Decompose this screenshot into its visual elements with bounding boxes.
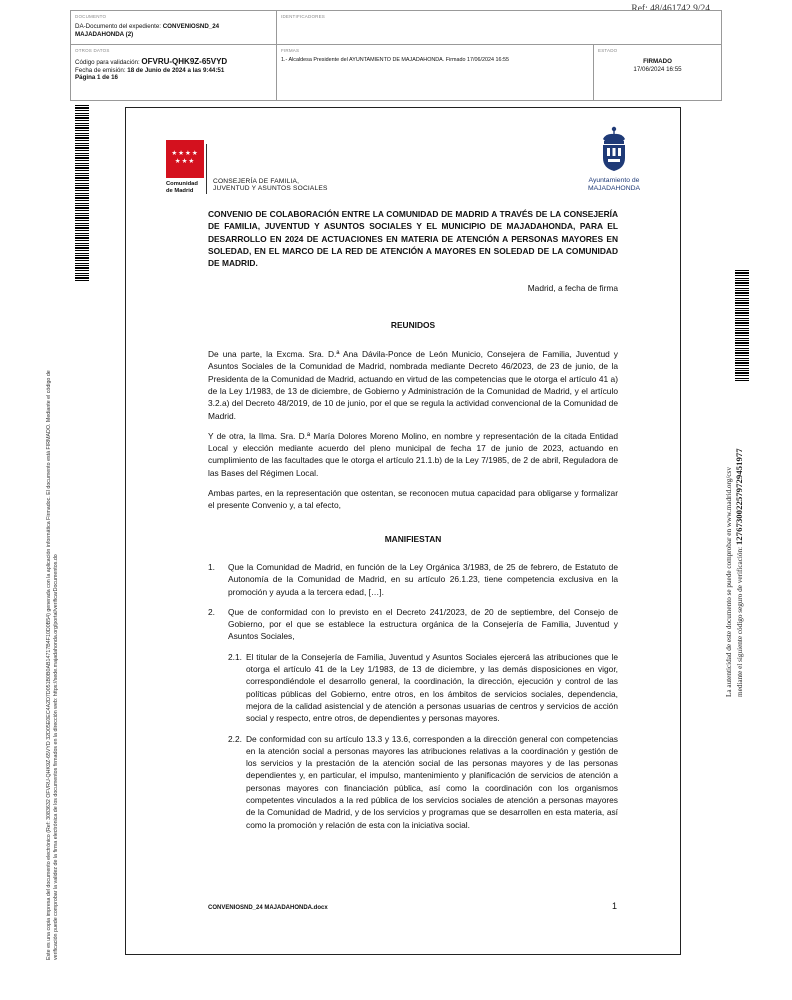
section-reunidos: REUNIDOS — [390, 319, 436, 330]
otros-datos-cell — [71, 45, 277, 100]
ayto-line2: MAJADAHONDA — [587, 185, 641, 192]
sub-item-number: 2.1. — [228, 651, 242, 662]
reference-number: Ref: 48/461742.9/24 — [631, 4, 710, 14]
document-title: CONVENIO DE COLABORACIÓN ENTRE LA COMUNIDAD DE MADRID A TRAVÉS DE LA CONSEJERÍA DE FAMILIA, JUVENTUD Y ASUNTOS SOCIALES Y EL MUNICIPIO DE MAJADAHONDA, PARA EL DESARROLLO EN 2024 DE ACTUACIONES EN MATERIA DE ATENCIÓN A PERSONAS MAYORES EN SOLEDAD, EN EL MARCO DE LA RED DE ATENCIÓN A MAYORES EN SOLEDAD DE LA COMUNIDAD DE MADRID. — [208, 209, 618, 269]
madrid-flag-icon: ★★★★ ★★★ — [166, 140, 204, 178]
barcode-left — [75, 105, 89, 282]
ayto-line1: Ayuntamiento de — [588, 177, 640, 184]
documento-prefix: DA-Documento del expediente: — [75, 23, 163, 30]
sub-item-text: De conformidad con su artículo 13.3 y 13.6, corresponden a la dirección general con competencias en la atención social a personas mayores las atribuciones relativas a la coordinación y gestión de los servicios y la prestación de la atención social de las personas mayores y de las personas dependientes y, en particular, el impulso, mantenimiento y planificación de servicios de atención a personas mayores con financiación pública, así como la coordinación con los organismos competentes vinculados a la red pública de los servicios sociales de atención a personas mayores de la Comunidad de Madrid, y de los servicios y programas que se desarrollen en esta materia, así como la promoción y relación de esta con la iniciativa social. — [246, 733, 618, 830]
document-page — [125, 107, 681, 955]
paragraph-reunidos-1: De una parte, la Excma. Sra. D.ª Ana Dávila-Ponce de León Municio, Consejera de Familia, Juventud y Asuntos Sociales de la Comunidad de Madrid, nombrada mediante Decreto 46/2023, de 23 de junio, de la Presidenta de la Comunidad de Madrid, actuando en virtud de las competencias que le otorga el artículo 41 a) de la Ley 1/1983, de 13 de diciembre, de Gobierno y Administración de la Comunidad de Madrid, y el artículo 3.2.a) del Decreto 48/2019, de 10 de junio, por el que se regula la actividad convencional de la Comunidad de Madrid. — [208, 349, 618, 421]
sub-list-item — [228, 651, 618, 725]
document-body — [208, 208, 618, 839]
sub-item-text: El titular de la Consejería de Familia, Juventud y Asuntos Sociales ejercerá las atribuciones que le otorga el artículo 41 de la Ley 1/1983, de 13 de diciembre, y las demás disposiciones en vigor, correspondiéndole el desarrollo general, la coordinación, la dirección, ejecución y control de las políticas públicas del Gobierno, entre otros, en los ámbitos de servicios sociales, dependencia, mejora de la calidad asistencial y de atención a personas usuarias de centros y servicios de acción social y respecto, entre otros, de dependientes y personas mayores. — [246, 651, 618, 724]
csv-code: 1276730022579729451977 — [733, 448, 744, 546]
documento-cell — [71, 11, 277, 45]
manifiestan-list — [208, 561, 618, 831]
fecha-prefix: Fecha de emisión: — [75, 66, 128, 74]
footer-filename: CONVENIOSND_24 MAJADAHONDA.docx — [208, 905, 328, 911]
firma-entry: 1.- Alcaldesa Presidente del AYUNTAMIENTO DE MAJADAHONDA. Firmado 17/06/2024 16:55 — [281, 57, 509, 63]
estado-label: ESTADO — [598, 48, 618, 53]
identificadores-cell — [277, 11, 721, 45]
documento-title: CONVENIOSND_24 — [162, 23, 220, 30]
logo-divider — [206, 144, 207, 194]
section-manifiestan: MANIFIESTAN — [384, 533, 442, 544]
page-number: 1 — [612, 901, 618, 911]
pagina-info: Página 1 de 16 — [75, 74, 118, 82]
cm-name-line1: Comunidad — [166, 181, 198, 187]
list-item-text: Que la Comunidad de Madrid, en función de la Ley Orgánica 3/1983, de 25 de febrero, de Estatuto de Autonomía de la Comunidad de Madrid, en su artículo 26.1.23, tiene competencia exclusiva en la promoción y ayuda a la tercera edad, […]. — [228, 561, 618, 597]
side-verification-text-left: Este es una copia impresa del documento electrónico (Ref: 3083632 OFVRU-QHK9Z-65VYD 32D05E0EC4A2D7D051B0B0AB14717B4F10D0B54) generada con la aplicación informática Firmadoc. El documento está FIRMADO. Mediante el código de verificación puede comprobar la validez de la firma electrónica de los documentos firmados en la dirección web: https://sede.majadahonda.org/portal/verificarDocumentos.do — [46, 370, 60, 960]
list-item-text: Que de conformidad con lo previsto en el Decreto 241/2023, de 20 de septiembre, del Consejo de Gobierno, por el que se establece la estructura orgánica de la Consejería de Familia, Juventud y Asuntos Sociales, — [228, 606, 618, 642]
documento-label: DOCUMENTO — [75, 14, 107, 19]
cm-name-line2: de Madrid — [166, 187, 194, 194]
paragraph-reunidos-2: Y de otra, la Ilma. Sra. D.ª María Dolores Moreno Molino, en nombre y representación de la citada Entidad Local y elección mediante acuerdo del pleno municipal de fecha 17 de junio de 2023, actuando en cumplimiento de las facultades que le otorga el artículo 21.1.b) de la Ley 7/1985, de 2 de abril, Reguladora de las Bases del Régimen Local. — [208, 430, 618, 478]
estado-value: FIRMADO — [643, 58, 672, 65]
ayuntamiento-majadahonda-logo — [569, 126, 659, 193]
barcode-right — [735, 270, 749, 382]
firmas-label: FIRMAS — [281, 48, 300, 53]
documento-title-2: MAJADAHONDA (2) — [75, 30, 134, 38]
otros-datos-label: OTROS DATOS — [75, 48, 110, 53]
place-date: Madrid, a fecha de firma — [527, 283, 618, 294]
consejeria-name: CONSEJERÍA DE FAMILIA, JUVENTUD Y ASUNTOS SOCIALES — [213, 178, 328, 193]
codigo-validacion[interactable]: OFVRU-QHK9Z-65VYD — [141, 57, 228, 66]
fecha-emision: 18 de Junio de 2024 a las 9:44:51 — [127, 66, 225, 74]
estado-cell — [594, 45, 721, 100]
list-item — [208, 561, 618, 598]
side-verification-text-right: La autenticidad de este documento se puede comprobar en www.madrid.org/csv mediante el siguiente código seguro de verificación: 1276730022579729451977 — [725, 448, 744, 697]
sub-item-number: 2.2. — [228, 733, 242, 744]
sub-list-item — [228, 733, 618, 831]
codigo-prefix: Código para validación: — [75, 59, 142, 66]
list-item-number: 2. — [208, 606, 215, 617]
paragraph-reunidos-3: Ambas partes, en la representación que ostentan, se reconocen mutua capacidad para obligarse y formalizar el presente Convenio y, a tal efecto, — [208, 488, 618, 511]
document-header-box — [70, 10, 722, 101]
list-item-number: 1. — [208, 561, 215, 572]
identificadores-label: IDENTIFICADORES — [281, 14, 326, 19]
majadahonda-crest-icon — [596, 126, 632, 172]
comunidad-madrid-logo — [166, 140, 204, 194]
firmas-cell — [277, 45, 594, 100]
estado-fecha: 17/06/2024 16:55 — [633, 65, 682, 73]
list-item — [208, 606, 618, 831]
